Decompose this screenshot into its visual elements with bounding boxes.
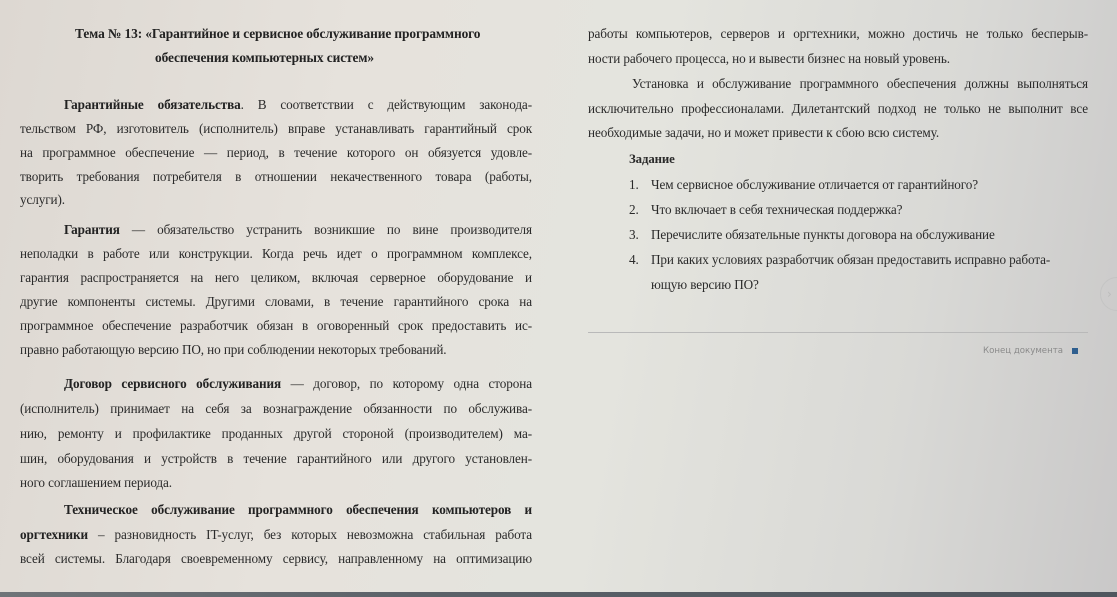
- end-square-icon: [1072, 348, 1078, 354]
- text-line: тельством РФ, изготовитель (исполнитель) вправе устанавливать гарантийный срок: [20, 121, 532, 136]
- end-of-document-marker: [983, 346, 1078, 356]
- text-line: исключительно профессионалами. Дилетантский подход не только не выполнит все: [588, 101, 1088, 116]
- text-line: нию, ремонту и профилактике проданных другой стороной (производителем) ма-: [20, 426, 532, 441]
- chevron-right-icon: ›: [1107, 287, 1112, 301]
- end-of-document-divider: [588, 332, 1088, 333]
- text-line: ного соглашением периода.: [20, 475, 172, 490]
- document-title-line1: Тема № 13: «Гарантийное и сервисное обслуживание программного: [75, 26, 481, 41]
- paragraph-installation: Установка и обслуживание программного обеспечения должны выполняться: [632, 76, 1088, 91]
- document-title-line2: обеспечения компьютерных систем»: [155, 50, 374, 65]
- question-item-4: 4. При каких условиях разработчик обязан предоставить исправно работа-: [629, 252, 1051, 267]
- term-warranty-obligations: Гарантийные обязательства: [64, 97, 241, 112]
- paragraph-technical-maintenance: Техническое обслуживание программного обеспечения компьютеров и: [64, 502, 532, 517]
- text-line: программное обеспечение разработчик обязан в оговоренный срок предоставить ис-: [20, 318, 532, 333]
- paragraph-warranty: Гарантия — обязательство устранить возникшие по вине производителя: [64, 222, 532, 237]
- question-item-3: 3. Перечислите обязательные пункты договора на обслуживание: [629, 227, 995, 242]
- text-line: шин, оборудования и устройств в течение гарантийного или другого установлен-: [20, 451, 532, 466]
- question-item-1: 1. Чем сервисное обслуживание отличается от гарантийного?: [629, 177, 978, 192]
- text-line: на программное обеспечение — период, в течение которого он обязуется удовле-: [20, 145, 532, 160]
- task-heading: Задание: [629, 152, 675, 166]
- term-warranty: Гарантия: [64, 222, 120, 237]
- question-item-4-continuation: ющую версию ПО?: [651, 277, 759, 292]
- text-line: гарантия распространяется на него целиком, включая серверное оборудование и: [20, 270, 532, 285]
- text-line: неполадки в работе или конструкции. Когда речь идет о программном комплексе,: [20, 246, 532, 261]
- text-line: услуги).: [20, 192, 65, 207]
- text-line: необходимые задачи, но и может привести к сбою всю систему.: [588, 125, 940, 140]
- paragraph-service-contract: Договор сервисного обслуживания — договор, по которому одна сторона: [64, 376, 532, 391]
- text-line: (исполнитель) принимает на себя за вознаграждение обязанности по обслужива-: [20, 401, 532, 416]
- text-line: ности рабочего процесса, но и вывести бизнес на новый уровень.: [588, 51, 950, 66]
- paragraph-warranty-obligations: Гарантийные обязательства. В соответствии с действующим законода-: [64, 97, 532, 112]
- taskbar: [0, 592, 1117, 597]
- question-item-2: 2. Что включает в себя техническая поддержка?: [629, 202, 903, 217]
- term-service-contract: Договор сервисного обслуживания: [64, 376, 282, 391]
- text-line: правно работающую версию ПО, но при соблюдении некоторых требований.: [20, 342, 447, 357]
- text-line: оргтехники – разновидность IT-услуг, без которых невозможна стабильная работа: [20, 527, 532, 542]
- text-line: творить требования потребителя в отношении некачественного товара (работы,: [20, 169, 532, 184]
- text-line: другие компоненты системы. Другими словами, в течение гарантийного срока на: [20, 294, 532, 309]
- next-page-button[interactable]: [1100, 277, 1117, 311]
- end-of-document-label: Конец документа: [983, 346, 1063, 356]
- text-line: всей системы. Благодаря своевременному сервису, направленному на оптимизацию: [20, 551, 532, 566]
- text-line: работы компьютеров, серверов и оргтехники, можно достичь не только бесперыв-: [588, 26, 1088, 41]
